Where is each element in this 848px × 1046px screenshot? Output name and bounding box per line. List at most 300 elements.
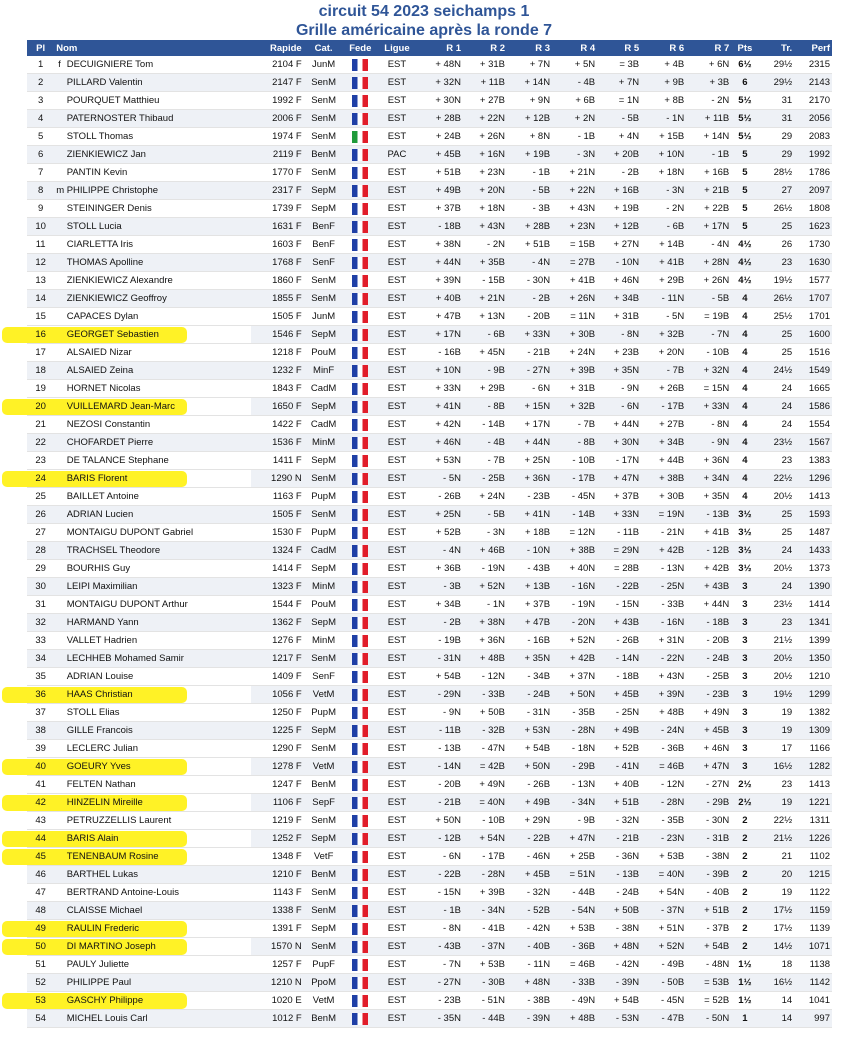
- performance-cell: 1309: [794, 722, 832, 740]
- round-7-cell: - 48N: [686, 956, 731, 974]
- league-cell: EST: [377, 776, 417, 794]
- federation-flag-cell: [344, 470, 378, 488]
- performance-cell: 1138: [794, 956, 832, 974]
- round-7-cell: = 52B: [686, 992, 731, 1010]
- france-flag-icon: [352, 221, 368, 233]
- table-row: [27, 488, 832, 506]
- france-flag-icon: [352, 815, 368, 827]
- round-4-cell: + 50N: [552, 686, 597, 704]
- performance-cell: 1567: [794, 434, 832, 452]
- tiebreak-cell: 25: [759, 506, 795, 524]
- round-6-cell: - 11N: [641, 290, 686, 308]
- tiebreak-cell: 24: [759, 380, 795, 398]
- round-3-cell: - 27N: [507, 362, 552, 380]
- rating-cell: 1219 F: [251, 812, 303, 830]
- points-cell: 3: [731, 668, 758, 686]
- title-mark-cell: [54, 146, 64, 164]
- round-1-cell: + 24B: [417, 128, 463, 146]
- title-mark-cell: [54, 686, 64, 704]
- round-1-cell: - 3B: [417, 578, 463, 596]
- france-flag-icon: [352, 509, 368, 521]
- title-mark-cell: [54, 758, 64, 776]
- federation-flag-cell: [344, 110, 378, 128]
- player-name-cell: GOEURY Yves: [65, 758, 252, 776]
- round-2-cell: = 40N: [463, 794, 507, 812]
- round-5-cell: + 49B: [597, 722, 641, 740]
- table-row: [27, 254, 832, 272]
- league-cell: EST: [377, 56, 417, 74]
- tiebreak-cell: 20½: [759, 488, 795, 506]
- tiebreak-cell: 25: [759, 344, 795, 362]
- round-1-cell: + 33N: [417, 380, 463, 398]
- round-1-cell: - 6N: [417, 848, 463, 866]
- round-4-cell: + 5N: [552, 56, 597, 74]
- round-7-cell: + 32N: [686, 362, 731, 380]
- round-6-cell: - 23N: [641, 830, 686, 848]
- rank-cell: 23: [27, 452, 54, 470]
- round-2-cell: + 49N: [463, 776, 507, 794]
- round-6-cell: + 41B: [641, 254, 686, 272]
- player-name-cell: BERTRAND Antoine-Louis: [65, 884, 252, 902]
- federation-flag-cell: [344, 686, 378, 704]
- round-4-cell: = 11N: [552, 308, 597, 326]
- rating-cell: 1217 F: [251, 650, 303, 668]
- round-3-cell: + 37B: [507, 596, 552, 614]
- round-3-cell: + 25N: [507, 452, 552, 470]
- round-1-cell: + 28B: [417, 110, 463, 128]
- category-cell: SenM: [304, 290, 344, 308]
- tiebreak-cell: 23½: [759, 596, 795, 614]
- tiebreak-cell: 20: [759, 866, 795, 884]
- category-cell: SepM: [304, 326, 344, 344]
- player-name-cell: DE TALANCE Stephane: [65, 452, 252, 470]
- round-3-cell: + 35N: [507, 650, 552, 668]
- round-4-cell: - 34N: [552, 794, 597, 812]
- points-cell: 3: [731, 686, 758, 704]
- title-mark-cell: [54, 596, 64, 614]
- player-name-cell: GASCHY Philippe: [65, 992, 252, 1010]
- title-mark-cell: [54, 272, 64, 290]
- rank-cell: 49: [27, 920, 54, 938]
- round-4-cell: - 29B: [552, 758, 597, 776]
- points-cell: 3: [731, 614, 758, 632]
- round-2-cell: - 1N: [463, 596, 507, 614]
- title-mark-cell: [54, 506, 64, 524]
- federation-flag-cell: [344, 578, 378, 596]
- league-cell: EST: [377, 884, 417, 902]
- round-1-cell: - 7N: [417, 956, 463, 974]
- table-row: [27, 812, 832, 830]
- player-name-cell: ALSAIED Zeina: [65, 362, 252, 380]
- france-flag-icon: [352, 383, 368, 395]
- rating-cell: 1247 F: [251, 776, 303, 794]
- round-2-cell: - 25B: [463, 470, 507, 488]
- round-6-cell: - 47B: [641, 1010, 686, 1028]
- round-3-cell: - 23B: [507, 488, 552, 506]
- round-1-cell: + 10N: [417, 362, 463, 380]
- performance-cell: 1350: [794, 650, 832, 668]
- title-mark-cell: [54, 488, 64, 506]
- rank-cell: 40: [27, 758, 54, 776]
- player-name-cell: LECLERC Julian: [65, 740, 252, 758]
- tiebreak-cell: 18: [759, 956, 795, 974]
- category-cell: PupM: [304, 524, 344, 542]
- round-3-cell: + 8N: [507, 128, 552, 146]
- table-row: [27, 470, 832, 488]
- federation-flag-cell: [344, 938, 378, 956]
- round-5-cell: = 29N: [597, 542, 641, 560]
- france-flag-icon: [352, 185, 368, 197]
- round-1-cell: + 49B: [417, 182, 463, 200]
- title-mark-cell: [54, 848, 64, 866]
- tiebreak-cell: 28½: [759, 164, 795, 182]
- round-1-cell: + 44N: [417, 254, 463, 272]
- table-row: [27, 686, 832, 704]
- round-5-cell: - 21B: [597, 830, 641, 848]
- round-5-cell: + 45B: [597, 686, 641, 704]
- round-2-cell: + 20N: [463, 182, 507, 200]
- round-5-cell: + 20B: [597, 146, 641, 164]
- rank-cell: 13: [27, 272, 54, 290]
- points-cell: 6½: [731, 56, 758, 74]
- federation-flag-cell: [344, 902, 378, 920]
- round-4-cell: + 31B: [552, 380, 597, 398]
- performance-cell: 1159: [794, 902, 832, 920]
- performance-cell: 1282: [794, 758, 832, 776]
- round-3-cell: - 16B: [507, 632, 552, 650]
- france-flag-icon: [352, 257, 368, 269]
- round-1-cell: - 20B: [417, 776, 463, 794]
- round-5-cell: - 8N: [597, 326, 641, 344]
- round-2-cell: + 48B: [463, 650, 507, 668]
- points-cell: 1½: [731, 992, 758, 1010]
- rank-cell: 34: [27, 650, 54, 668]
- round-7-cell: - 2N: [686, 92, 731, 110]
- round-2-cell: - 8B: [463, 398, 507, 416]
- title-mark-cell: [54, 200, 64, 218]
- round-7-cell: + 51B: [686, 902, 731, 920]
- round-1-cell: - 9N: [417, 704, 463, 722]
- points-cell: 4: [731, 470, 758, 488]
- league-cell: EST: [377, 128, 417, 146]
- points-cell: 3: [731, 722, 758, 740]
- category-cell: MinM: [304, 578, 344, 596]
- table-row: [27, 920, 832, 938]
- player-name-cell: PHILIPPE Christophe: [65, 182, 252, 200]
- player-name-cell: NEZOSI Constantin: [65, 416, 252, 434]
- rating-cell: 1143 F: [251, 884, 303, 902]
- round-5-cell: = 28B: [597, 560, 641, 578]
- round-6-cell: - 1N: [641, 110, 686, 128]
- round-7-cell: + 49N: [686, 704, 731, 722]
- round-5-cell: - 38N: [597, 920, 641, 938]
- performance-cell: 997: [794, 1010, 832, 1028]
- title-mark-cell: [54, 704, 64, 722]
- table-row: [27, 956, 832, 974]
- france-flag-icon: [352, 113, 368, 125]
- league-cell: EST: [377, 92, 417, 110]
- rating-cell: 1391 F: [251, 920, 303, 938]
- round-5-cell: + 7N: [597, 74, 641, 92]
- round-7-cell: - 1B: [686, 146, 731, 164]
- france-flag-icon: [352, 491, 368, 503]
- round-3-cell: + 49B: [507, 794, 552, 812]
- rank-cell: 44: [27, 830, 54, 848]
- round-1-cell: + 25N: [417, 506, 463, 524]
- round-4-cell: + 48B: [552, 1010, 597, 1028]
- performance-cell: 2143: [794, 74, 832, 92]
- league-cell: EST: [377, 686, 417, 704]
- player-name-cell: STOLL Elias: [65, 704, 252, 722]
- round-3-cell: + 47B: [507, 614, 552, 632]
- points-cell: 3: [731, 650, 758, 668]
- round-4-cell: - 19N: [552, 596, 597, 614]
- round-3-cell: - 11N: [507, 956, 552, 974]
- federation-flag-cell: [344, 794, 378, 812]
- tiebreak-cell: 16½: [759, 758, 795, 776]
- league-cell: EST: [377, 434, 417, 452]
- round-7-cell: - 39B: [686, 866, 731, 884]
- federation-flag-cell: [344, 830, 378, 848]
- round-1-cell: - 4N: [417, 542, 463, 560]
- performance-cell: 1122: [794, 884, 832, 902]
- rank-cell: 8: [27, 182, 54, 200]
- round-6-cell: + 34B: [641, 434, 686, 452]
- tiebreak-cell: 21½: [759, 830, 795, 848]
- federation-flag-cell: [344, 74, 378, 92]
- round-3-cell: - 2B: [507, 290, 552, 308]
- round-1-cell: + 41N: [417, 398, 463, 416]
- round-4-cell: - 9B: [552, 812, 597, 830]
- round-7-cell: + 28N: [686, 254, 731, 272]
- league-cell: EST: [377, 1010, 417, 1028]
- rating-cell: 1570 N: [251, 938, 303, 956]
- round-6-cell: - 16N: [641, 614, 686, 632]
- table-row: [27, 578, 832, 596]
- round-1-cell: + 32N: [417, 74, 463, 92]
- title-mark-cell: [54, 290, 64, 308]
- france-flag-icon: [352, 77, 368, 89]
- round-6-cell: - 17B: [641, 398, 686, 416]
- league-cell: EST: [377, 362, 417, 380]
- tiebreak-cell: 26½: [759, 290, 795, 308]
- player-name-cell: BAILLET Antoine: [65, 488, 252, 506]
- round-4-cell: - 45N: [552, 488, 597, 506]
- federation-flag-cell: [344, 812, 378, 830]
- france-flag-icon: [352, 869, 368, 881]
- points-cell: 4: [731, 308, 758, 326]
- federation-flag-cell: [344, 362, 378, 380]
- category-cell: SepM: [304, 614, 344, 632]
- performance-cell: 1730: [794, 236, 832, 254]
- player-name-cell: HAAS Christian: [65, 686, 252, 704]
- france-flag-icon: [352, 653, 368, 665]
- performance-cell: 1586: [794, 398, 832, 416]
- category-cell: SepM: [304, 560, 344, 578]
- round-7-cell: + 14N: [686, 128, 731, 146]
- tiebreak-cell: 22½: [759, 470, 795, 488]
- france-flag-icon: [352, 293, 368, 305]
- page-title: circuit 54 2023 seichamps 1: [318, 3, 530, 20]
- rating-cell: 1505 F: [251, 308, 303, 326]
- points-cell: 4: [731, 344, 758, 362]
- category-cell: MinM: [304, 434, 344, 452]
- table-row: [27, 290, 832, 308]
- round-5-cell: + 23B: [597, 344, 641, 362]
- rating-cell: 1650 F: [251, 398, 303, 416]
- title-mark-cell: [54, 92, 64, 110]
- round-6-cell: + 8B: [641, 92, 686, 110]
- table-row: [27, 398, 832, 416]
- round-1-cell: + 47B: [417, 308, 463, 326]
- round-2-cell: - 28N: [463, 866, 507, 884]
- points-cell: 4½: [731, 254, 758, 272]
- title-mark-cell: [54, 254, 64, 272]
- round-3-cell: + 54B: [507, 740, 552, 758]
- league-cell: EST: [377, 182, 417, 200]
- category-cell: BenM: [304, 866, 344, 884]
- federation-flag-cell: [344, 884, 378, 902]
- round-4-cell: - 10B: [552, 452, 597, 470]
- round-5-cell: - 39N: [597, 974, 641, 992]
- points-cell: 1½: [731, 974, 758, 992]
- france-flag-icon: [352, 1013, 368, 1025]
- table-row: [27, 704, 832, 722]
- round-2-cell: + 38N: [463, 614, 507, 632]
- rank-cell: 27: [27, 524, 54, 542]
- league-cell: EST: [377, 110, 417, 128]
- federation-flag-cell: [344, 992, 378, 1010]
- rank-cell: 41: [27, 776, 54, 794]
- points-cell: 2½: [731, 776, 758, 794]
- round-2-cell: - 17B: [463, 848, 507, 866]
- france-flag-icon: [352, 239, 368, 251]
- league-cell: EST: [377, 74, 417, 92]
- league-cell: EST: [377, 398, 417, 416]
- table-row: [27, 542, 832, 560]
- performance-cell: 1516: [794, 344, 832, 362]
- round-6-cell: + 48B: [641, 704, 686, 722]
- rank-cell: 6: [27, 146, 54, 164]
- rank-cell: 30: [27, 578, 54, 596]
- round-7-cell: - 12B: [686, 542, 731, 560]
- round-7-cell: + 33N: [686, 398, 731, 416]
- player-name-cell: TENENBAUM Rosine: [65, 848, 252, 866]
- rank-cell: 5: [27, 128, 54, 146]
- round-2-cell: - 34N: [463, 902, 507, 920]
- round-7-cell: + 44N: [686, 596, 731, 614]
- round-3-cell: - 39N: [507, 1010, 552, 1028]
- rank-cell: 37: [27, 704, 54, 722]
- table-row: [27, 974, 832, 992]
- round-6-cell: - 5N: [641, 308, 686, 326]
- round-5-cell: - 18B: [597, 668, 641, 686]
- rank-cell: 14: [27, 290, 54, 308]
- points-cell: 4½: [731, 272, 758, 290]
- france-flag-icon: [352, 419, 368, 431]
- federation-flag-cell: [344, 398, 378, 416]
- federation-flag-cell: [344, 614, 378, 632]
- round-5-cell: + 43B: [597, 614, 641, 632]
- points-cell: 3½: [731, 506, 758, 524]
- tiebreak-cell: 24: [759, 398, 795, 416]
- france-flag-icon: [352, 617, 368, 629]
- title-mark-cell: [54, 1010, 64, 1028]
- france-flag-icon: [352, 563, 368, 575]
- round-6-cell: + 26B: [641, 380, 686, 398]
- france-flag-icon: [352, 167, 368, 179]
- league-cell: EST: [377, 236, 417, 254]
- round-7-cell: + 43B: [686, 578, 731, 596]
- col-cat: Cat.: [304, 40, 344, 56]
- category-cell: VetF: [304, 848, 344, 866]
- player-name-cell: ZIENKIEWICZ Alexandre: [65, 272, 252, 290]
- tiebreak-cell: 19: [759, 884, 795, 902]
- round-5-cell: - 36N: [597, 848, 641, 866]
- france-flag-icon: [352, 437, 368, 449]
- round-6-cell: - 12N: [641, 776, 686, 794]
- tiebreak-cell: 29: [759, 128, 795, 146]
- round-6-cell: - 22N: [641, 650, 686, 668]
- performance-cell: 1992: [794, 146, 832, 164]
- france-flag-icon: [352, 95, 368, 107]
- round-6-cell: - 28N: [641, 794, 686, 812]
- points-cell: 3: [731, 596, 758, 614]
- round-1-cell: + 39N: [417, 272, 463, 290]
- federation-flag-cell: [344, 128, 378, 146]
- performance-cell: 1221: [794, 794, 832, 812]
- round-7-cell: - 31B: [686, 830, 731, 848]
- category-cell: BenM: [304, 146, 344, 164]
- player-name-cell: BOURHIS Guy: [65, 560, 252, 578]
- federation-flag-cell: [344, 200, 378, 218]
- round-6-cell: + 4B: [641, 56, 686, 74]
- france-flag-icon: [352, 833, 368, 845]
- france-flag-icon: [352, 941, 368, 953]
- rank-cell: 16: [27, 326, 54, 344]
- round-4-cell: - 36B: [552, 938, 597, 956]
- player-name-cell: PAULY Juliette: [65, 956, 252, 974]
- rank-cell: 50: [27, 938, 54, 956]
- player-name-cell: GILLE Francois: [65, 722, 252, 740]
- round-7-cell: + 22B: [686, 200, 731, 218]
- rank-cell: 51: [27, 956, 54, 974]
- round-5-cell: - 6N: [597, 398, 641, 416]
- rank-cell: 25: [27, 488, 54, 506]
- round-2-cell: - 9B: [463, 362, 507, 380]
- points-cell: 4: [731, 380, 758, 398]
- round-7-cell: + 36N: [686, 452, 731, 470]
- title-mark-cell: [54, 434, 64, 452]
- rating-cell: 1232 F: [251, 362, 303, 380]
- federation-flag-cell: [344, 218, 378, 236]
- round-3-cell: + 29N: [507, 812, 552, 830]
- round-7-cell: - 8N: [686, 416, 731, 434]
- performance-cell: 1413: [794, 488, 832, 506]
- federation-flag-cell: [344, 344, 378, 362]
- league-cell: EST: [377, 506, 417, 524]
- player-name-cell: TRACHSEL Theodore: [65, 542, 252, 560]
- player-name-cell: ZIENKIEWICZ Geoffroy: [65, 290, 252, 308]
- tiebreak-cell: 14: [759, 992, 795, 1010]
- tiebreak-cell: 25: [759, 524, 795, 542]
- round-7-cell: - 40B: [686, 884, 731, 902]
- player-name-cell: STEININGER Denis: [65, 200, 252, 218]
- round-5-cell: + 30N: [597, 434, 641, 452]
- round-7-cell: - 37B: [686, 920, 731, 938]
- round-6-cell: + 27B: [641, 416, 686, 434]
- france-flag-icon: [352, 797, 368, 809]
